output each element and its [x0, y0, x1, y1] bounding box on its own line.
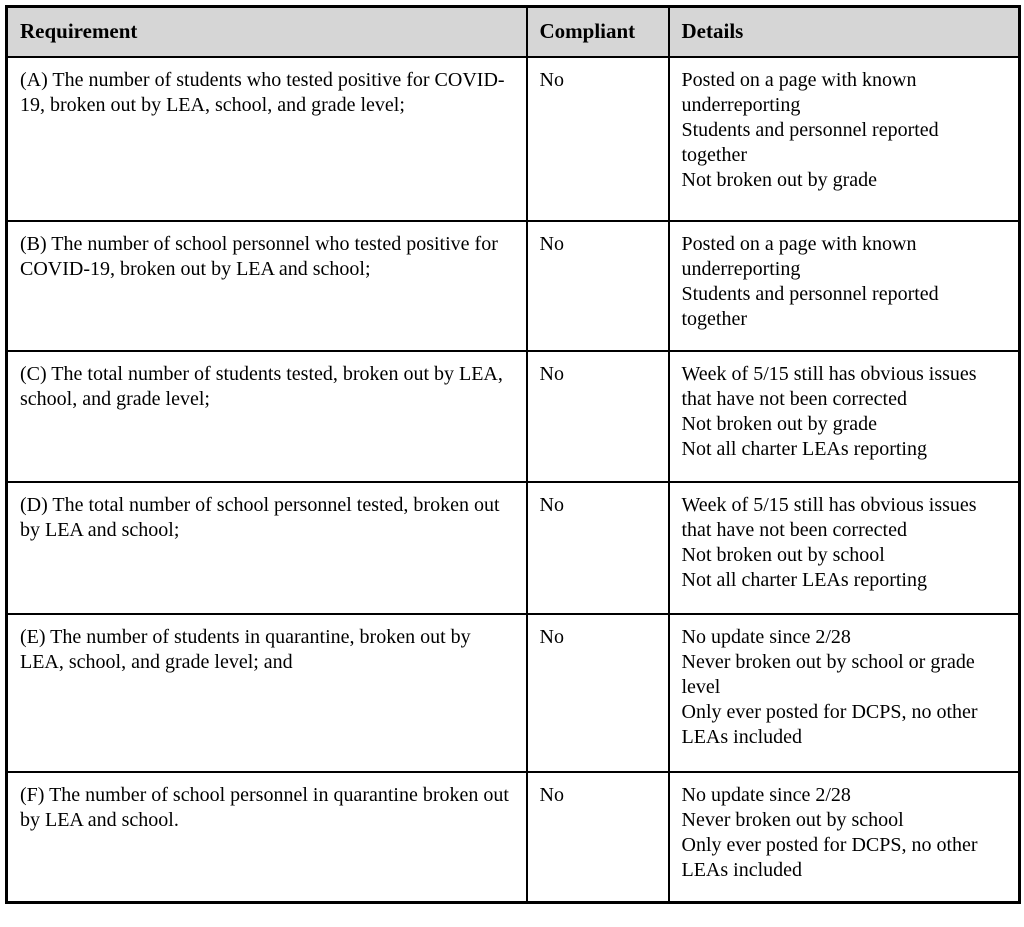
- detail-line: Not broken out by grade: [681, 412, 878, 435]
- table-header-row: [7, 7, 1020, 57]
- detail-line: No update since 2/28: [681, 783, 851, 806]
- detail-line: Not all charter LEAs reporting: [681, 437, 927, 460]
- compliant-cell: No: [527, 221, 669, 351]
- detail-line: Never broken out by school or grade level: [681, 650, 975, 698]
- detail-line: Not broken out by school: [681, 543, 885, 566]
- compliant-cell: No: [527, 772, 669, 903]
- table-row: [7, 221, 1020, 351]
- requirement-cell: (C) The total number of students tested, broken out by LEA, school, and grade level;: [7, 351, 527, 482]
- detail-line: Not all charter LEAs reporting: [681, 568, 927, 591]
- table-body: [7, 57, 1020, 903]
- table-row: [7, 772, 1020, 903]
- detail-line: Only ever posted for DCPS, no other LEAs included: [681, 700, 978, 748]
- requirement-cell: (F) The number of school personnel in quarantine broken out by LEA and school.: [7, 772, 527, 903]
- details-cell: [669, 221, 1020, 351]
- table-row: [7, 614, 1020, 772]
- details-cell: [669, 57, 1020, 221]
- detail-line: Not broken out by grade: [681, 168, 878, 191]
- details-cell: [669, 351, 1020, 482]
- compliant-cell: No: [527, 614, 669, 772]
- table-row: [7, 351, 1020, 482]
- detail-line: Only ever posted for DCPS, no other LEAs included: [681, 833, 978, 881]
- compliant-cell: No: [527, 351, 669, 482]
- table-row: [7, 57, 1020, 221]
- detail-line: Never broken out by school: [681, 808, 904, 831]
- requirement-cell: (A) The number of students who tested positive for COVID-19, broken out by LEA, school, and grade level;: [7, 57, 527, 221]
- requirement-cell: (D) The total number of school personnel tested, broken out by LEA and school;: [7, 482, 527, 614]
- detail-line: Students and personnel reported together: [681, 118, 939, 166]
- header-details: Details: [669, 7, 1020, 57]
- detail-line: Posted on a page with known underreporting: [681, 232, 917, 280]
- compliant-cell: No: [527, 482, 669, 614]
- requirement-cell: (E) The number of students in quarantine, broken out by LEA, school, and grade level; and: [7, 614, 527, 772]
- requirement-cell: (B) The number of school personnel who tested positive for COVID-19, broken out by LEA and school;: [7, 221, 527, 351]
- detail-line: Posted on a page with known underreporting: [681, 68, 917, 116]
- header-requirement: Requirement: [7, 7, 527, 57]
- table-row: [7, 482, 1020, 614]
- header-compliant: Compliant: [527, 7, 669, 57]
- details-cell: [669, 614, 1020, 772]
- details-cell: [669, 772, 1020, 903]
- detail-line: Students and personnel reported together: [681, 282, 939, 330]
- detail-line: No update since 2/28: [681, 625, 851, 648]
- detail-line: Week of 5/15 still has obvious issues that have not been corrected: [681, 362, 977, 410]
- compliant-cell: No: [527, 57, 669, 221]
- detail-line: Week of 5/15 still has obvious issues that have not been corrected: [681, 493, 977, 541]
- compliance-table: [5, 5, 1021, 904]
- details-cell: [669, 482, 1020, 614]
